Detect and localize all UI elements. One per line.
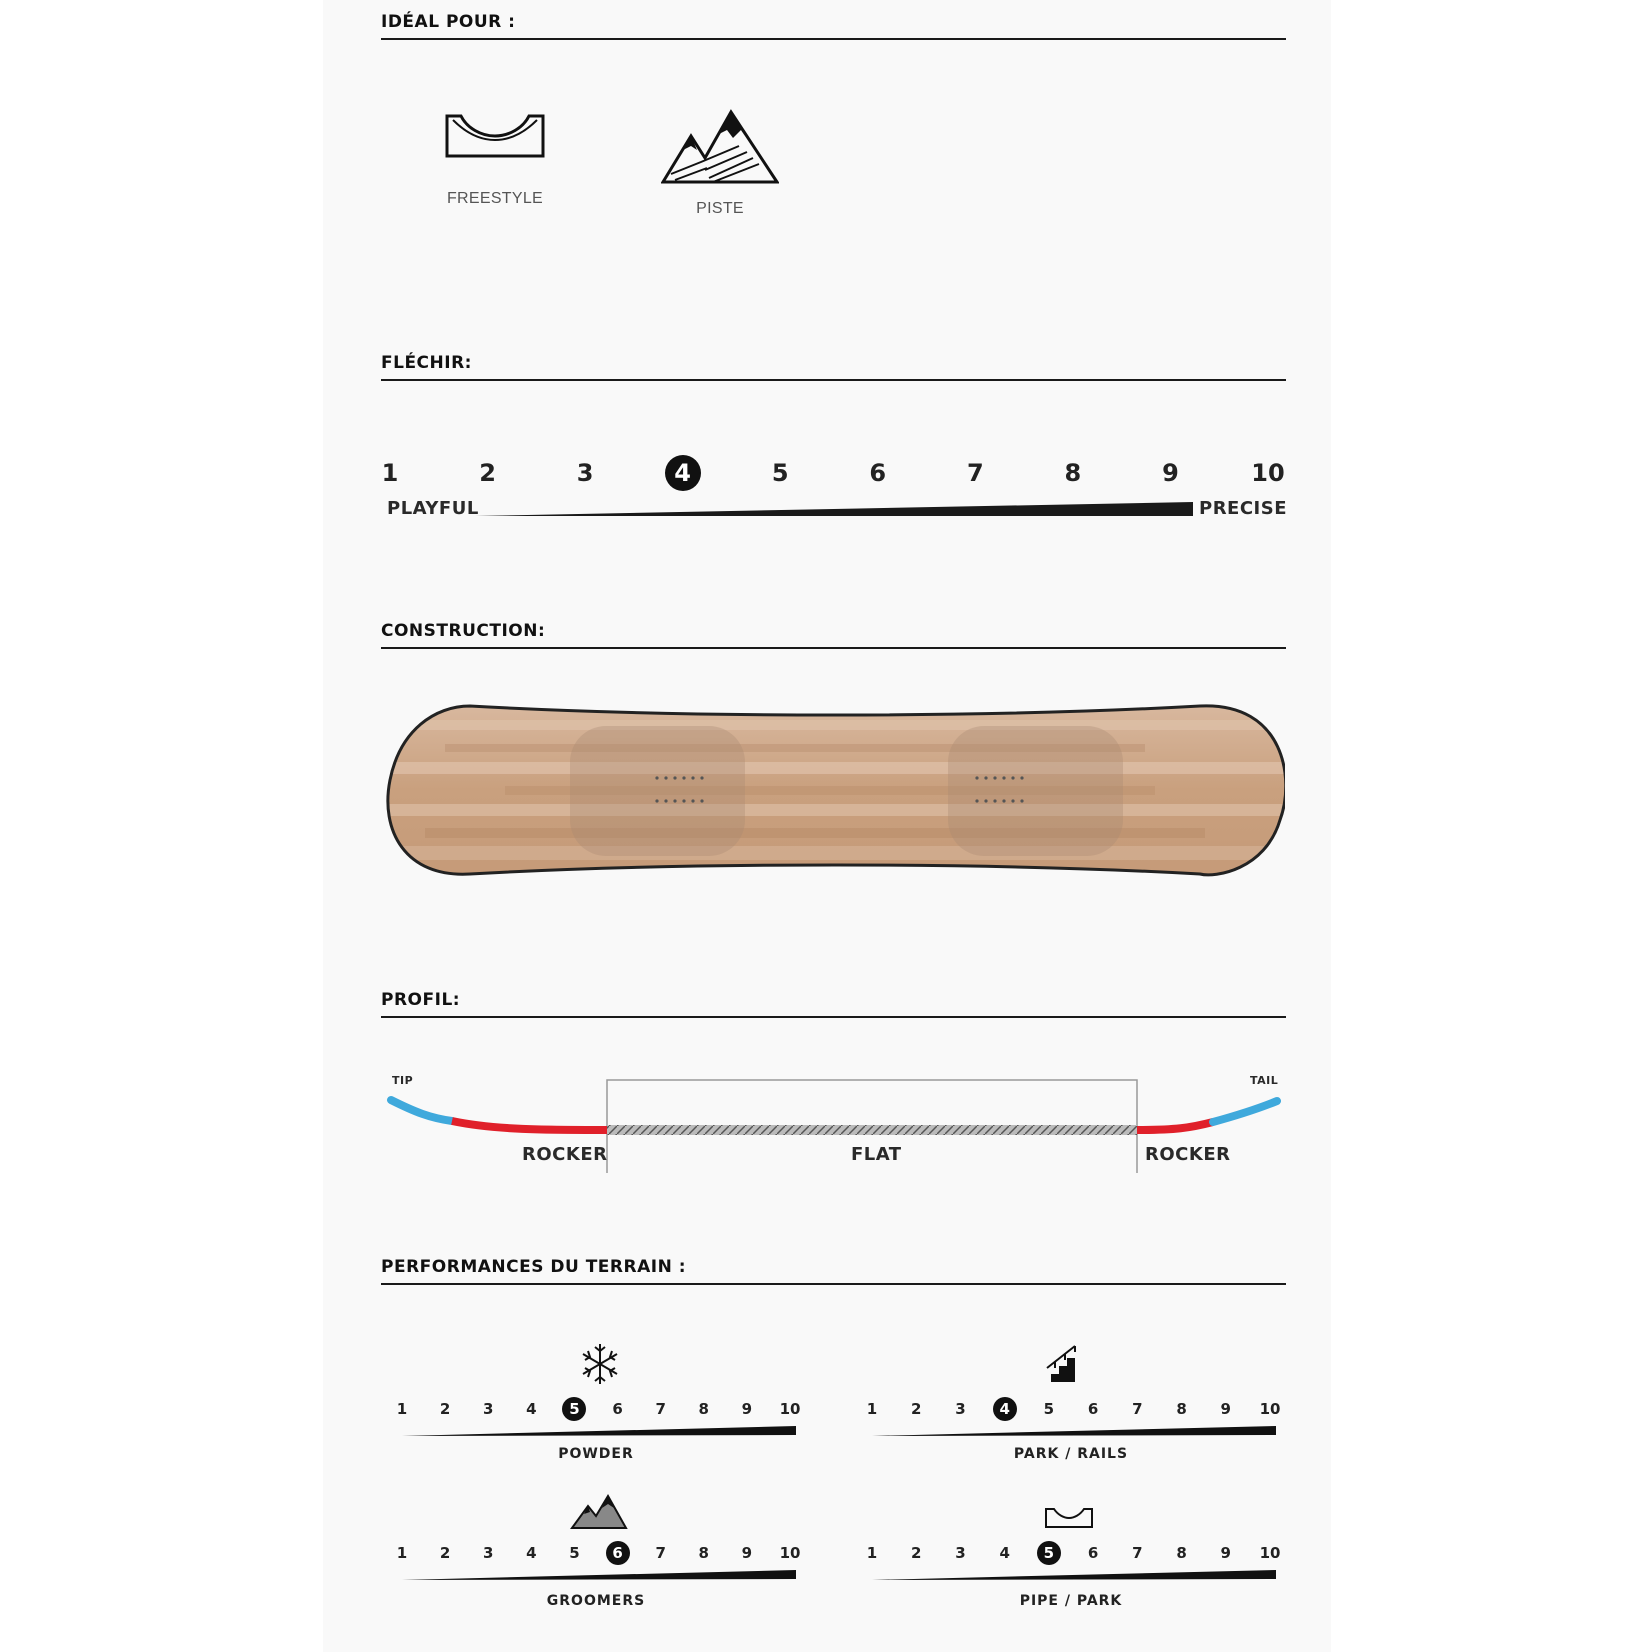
terrain-scale-number: 3 xyxy=(955,1400,966,1418)
terrain-scale-number: 4 xyxy=(999,1544,1010,1562)
terrain-scale-number: 1 xyxy=(396,1544,408,1562)
terrain-scale-number: 1 xyxy=(866,1400,878,1418)
terrain-scale-number: 10 xyxy=(779,1400,801,1418)
terrain-wedge-bar xyxy=(402,1424,800,1438)
terrain-scale-number: 6 xyxy=(606,1541,630,1565)
terrain-scale-number: 10 xyxy=(1259,1400,1281,1418)
terrain-wedge-bar xyxy=(402,1568,800,1582)
terrain-wedge-bar xyxy=(872,1568,1280,1582)
flex-scale-number: 8 xyxy=(1064,459,1082,487)
terrain-scale-number: 9 xyxy=(1220,1544,1231,1562)
terrain-scale-number: 7 xyxy=(655,1544,666,1562)
flex-right-label: PRECISE xyxy=(1199,498,1288,519)
tip-rocker-blue xyxy=(391,1100,452,1121)
terrain-caption: GROOMERS xyxy=(546,1593,646,1609)
terrain-scale-number: 7 xyxy=(655,1400,666,1418)
terrain-caption: POWDER xyxy=(558,1446,634,1462)
terrain-scale-number: 8 xyxy=(698,1400,709,1418)
profile-rocker-left-label: ROCKER xyxy=(522,1144,608,1165)
terrain-scale-number: 9 xyxy=(741,1544,753,1562)
terrain-scale-number: 5 xyxy=(1037,1541,1061,1565)
terrain-scale-number: 3 xyxy=(483,1400,494,1418)
flex-section-title: FLÉCHIR: xyxy=(381,353,1286,381)
terrain-scale-number: 2 xyxy=(911,1544,922,1562)
flex-scale-number: 3 xyxy=(576,459,594,487)
terrain-scale-number: 7 xyxy=(1132,1544,1143,1562)
profile-tip-label: TIP xyxy=(392,1074,414,1087)
flex-scale-number: 6 xyxy=(869,459,887,487)
ideal-item-label: FREESTYLE xyxy=(446,190,544,207)
mountain-icon xyxy=(570,1492,628,1530)
terrain-scale-number: 10 xyxy=(1259,1544,1281,1562)
terrain-scale-number: 6 xyxy=(1087,1544,1099,1562)
terrain-scale-number: 1 xyxy=(396,1400,408,1418)
terrain-scale-number: 5 xyxy=(562,1397,586,1421)
mountain-icon xyxy=(661,108,779,184)
snowflake-icon xyxy=(580,1342,620,1386)
profile-rocker-right-label: ROCKER xyxy=(1145,1144,1231,1165)
terrain-scale-number: 5 xyxy=(1043,1400,1055,1418)
ideal-item-piste xyxy=(655,108,785,218)
ideal-item-freestyle xyxy=(430,110,560,208)
terrain-scale-number: 8 xyxy=(698,1544,709,1562)
terrain-scale-number: 1 xyxy=(866,1544,878,1562)
halfpipe-icon xyxy=(1044,1507,1094,1529)
flex-scale-number: 2 xyxy=(479,459,496,487)
terrain-scale-number: 6 xyxy=(1087,1400,1099,1418)
terrain-caption: PARK / RAILS xyxy=(1013,1446,1129,1462)
terrain-scale-number: 10 xyxy=(779,1544,801,1562)
flex-scale-number: 9 xyxy=(1162,459,1179,487)
terrain-section-title: PERFORMANCES DU TERRAIN : xyxy=(381,1257,1286,1285)
terrain-scale-number: 2 xyxy=(439,1400,451,1418)
terrain-scale-number: 8 xyxy=(1176,1400,1187,1418)
terrain-scale-number: 6 xyxy=(612,1400,623,1418)
ideal-item-label: PISTE xyxy=(696,200,744,217)
terrain-scale-number: 9 xyxy=(741,1400,753,1418)
terrain-scale-number: 4 xyxy=(526,1544,537,1562)
terrain-scale-number: 3 xyxy=(483,1544,494,1562)
terrain-scale-number: 4 xyxy=(526,1400,537,1418)
stairs-rail-icon xyxy=(1045,1342,1085,1384)
flex-left-label: PLAYFUL xyxy=(387,498,479,519)
profile-tail-label: TAIL xyxy=(1250,1074,1279,1087)
flex-scale-number: 10 xyxy=(1251,459,1285,487)
flat-section xyxy=(607,1125,1137,1135)
flex-scale-number: 5 xyxy=(771,459,789,487)
ideal-section-title: IDÉAL POUR : xyxy=(381,12,1286,40)
terrain-scale-number: 2 xyxy=(911,1400,922,1418)
flex-wedge-bar xyxy=(475,500,1195,520)
terrain-scale-number: 5 xyxy=(569,1544,580,1562)
profile-section-title: PROFIL: xyxy=(381,990,1286,1018)
terrain-scale-number: 7 xyxy=(1132,1400,1143,1418)
flex-scale-number: 7 xyxy=(966,459,984,487)
tail-rocker-red xyxy=(1137,1122,1213,1130)
construction-section-title: CONSTRUCTION: xyxy=(381,621,1286,649)
terrain-wedge-bar xyxy=(872,1424,1280,1438)
snowboard-top-view xyxy=(385,700,1285,880)
terrain-scale-number: 3 xyxy=(955,1544,966,1562)
terrain-scale-number: 9 xyxy=(1220,1400,1231,1418)
tail-rocker-blue xyxy=(1213,1101,1277,1122)
terrain-caption: PIPE / PARK xyxy=(1019,1593,1123,1609)
profile-flat-label: FLAT xyxy=(851,1144,902,1165)
terrain-scale-number: 4 xyxy=(993,1397,1017,1421)
terrain-scale-number: 2 xyxy=(439,1544,451,1562)
flex-scale-number: 4 xyxy=(665,455,701,491)
flex-scale-number: 1 xyxy=(381,459,399,487)
terrain-scale-number: 8 xyxy=(1176,1544,1187,1562)
tip-rocker-red xyxy=(452,1121,607,1130)
halfpipe-icon xyxy=(443,110,547,162)
